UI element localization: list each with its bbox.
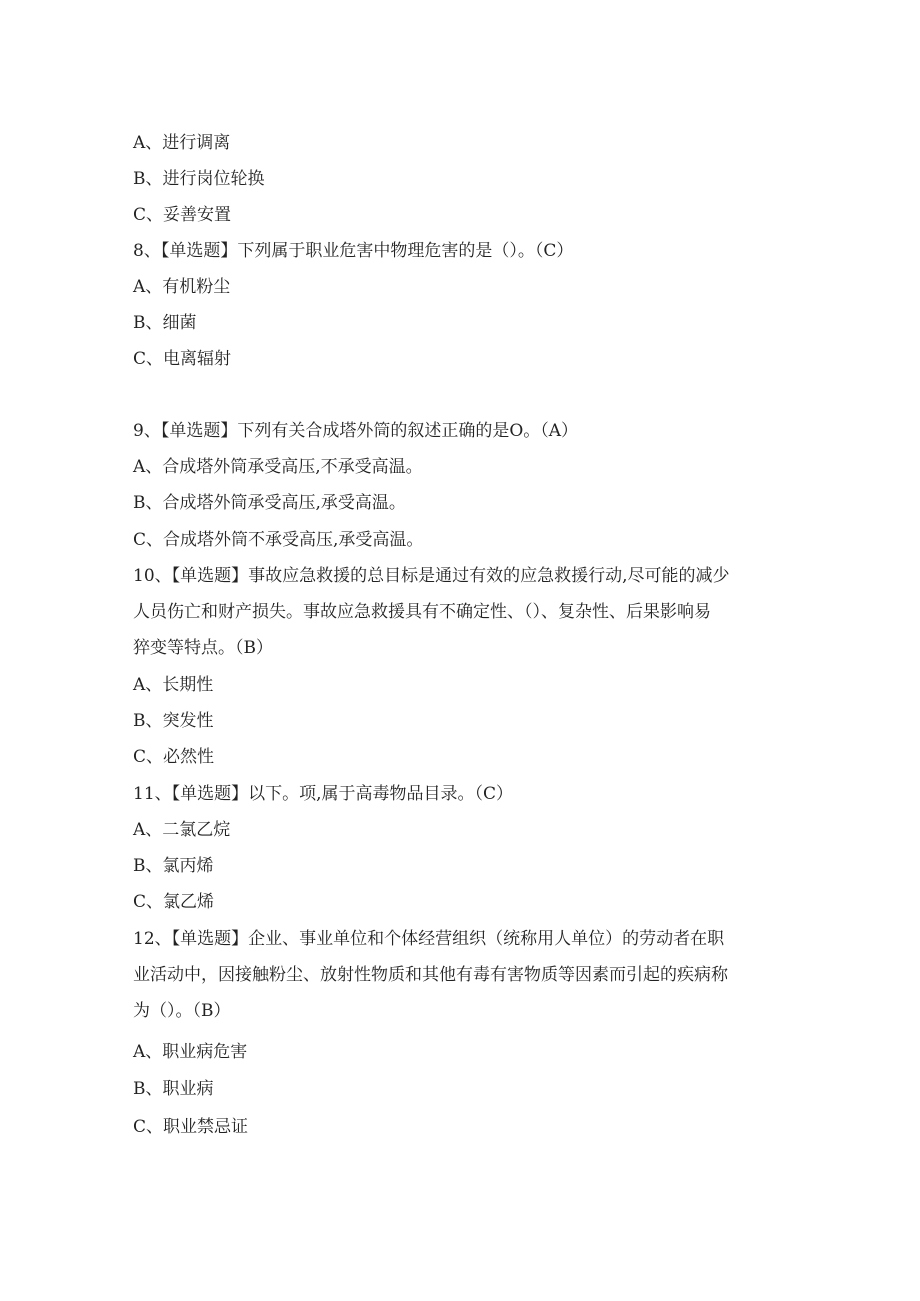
q11-option-b: B、氯丙烯	[133, 856, 214, 876]
q10-stem-line-3: 猝变等特点。（B）	[133, 638, 273, 658]
q12-option-c: C、职业禁忌证	[133, 1117, 249, 1137]
q9-stem: 9、【单选题】下列有关合成塔外筒的叙述正确的是O。（A）	[133, 421, 579, 441]
q10-option-b: B、突发性	[133, 711, 214, 731]
q11-stem: 11、【单选题】以下。项,属于高毒物品目录。（C）	[133, 784, 514, 804]
q7-option-c: C、妥善安置	[133, 205, 232, 225]
q10-option-a: A、长期性	[133, 675, 214, 695]
q9-option-a: A、合成塔外筒承受高压,不承受高温。	[133, 457, 423, 477]
q10-stem-line-1: 10、【单选题】事故应急救援的总目标是通过有效的应急救援行动,尽可能的减少	[133, 566, 730, 586]
q7-option-b: B、进行岗位轮换	[133, 169, 265, 189]
q10-option-c: C、必然性	[133, 747, 215, 767]
q7-option-a: A、进行调离	[133, 133, 231, 153]
q11-option-a: A、二氯乙烷	[133, 820, 231, 840]
q8-option-c: C、电离辐射	[133, 349, 232, 369]
q11-option-c: C、氯乙烯	[133, 892, 215, 912]
q10-stem-line-2: 人员伤亡和财产损失。事故应急救援具有不确定性、（）、复杂性、后果影响易	[133, 602, 711, 622]
q12-stem-line-1: 12、【单选题】企业、事业单位和个体经营组织（统称用人单位）的劳动者在职	[133, 929, 725, 949]
q12-stem-line-2: 业活动中，因接触粉尘、放射性物质和其他有毒有害物质等因素而引起的疾病称	[133, 965, 728, 985]
q9-option-b: B、合成塔外筒承受高压,承受高温。	[133, 493, 406, 513]
q9-option-c: C、合成塔外筒不承受高压,承受高温。	[133, 530, 424, 550]
q8-option-a: A、有机粉尘	[133, 277, 231, 297]
q8-option-b: B、细菌	[133, 313, 197, 333]
q12-option-a: A、职业病危害	[133, 1042, 248, 1062]
q8-stem: 8、【单选题】下列属于职业危害中物理危害的是（）。（C）	[133, 241, 574, 261]
q12-option-b: B、职业病	[133, 1079, 214, 1099]
q12-stem-line-3: 为（）。（B）	[133, 1001, 231, 1021]
